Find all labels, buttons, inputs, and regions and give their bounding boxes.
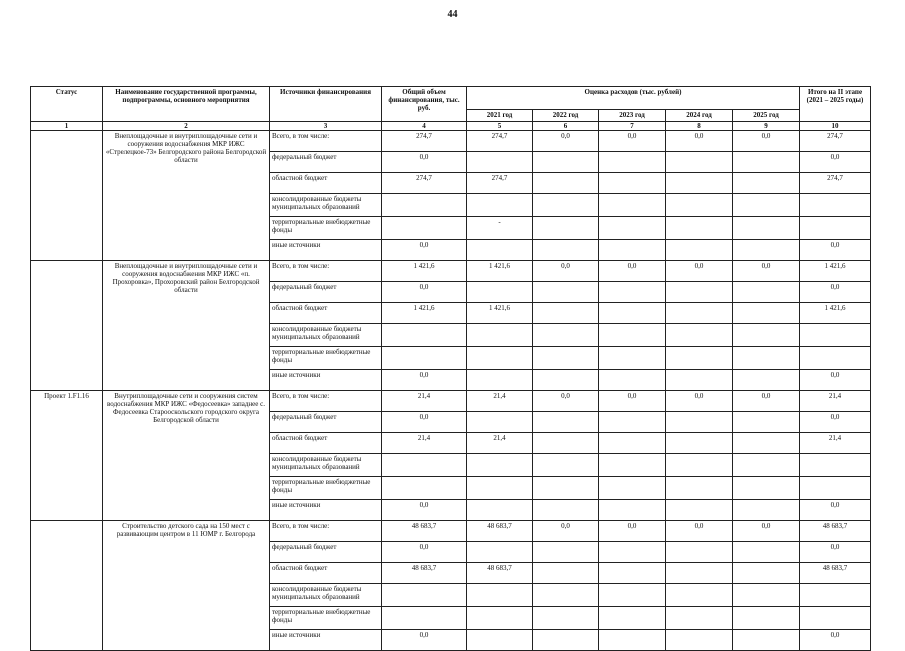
value-cell-y2025 xyxy=(733,347,800,370)
value-cell-y2021 xyxy=(467,412,533,433)
header-source: Источники финансирования xyxy=(270,87,382,122)
funding-source-cell: Всего, в том числе: xyxy=(270,131,382,152)
value-cell-y2025 xyxy=(733,282,800,303)
table-row xyxy=(31,521,871,542)
value-cell-y2024 xyxy=(666,370,733,391)
funding-source-cell: иные источники xyxy=(270,630,382,651)
value-cell-y2025: 0,0 xyxy=(733,131,800,152)
value-cell-stage: 0,0 xyxy=(800,542,871,563)
value-cell-y2023 xyxy=(599,433,666,454)
status-cell xyxy=(31,521,103,651)
funding-source-cell: областной бюджет xyxy=(270,303,382,324)
value-cell-y2022 xyxy=(533,282,599,303)
value-cell-y2021: 274,7 xyxy=(467,173,533,194)
funding-source-cell: консолидированные бюджеты муниципальных образований xyxy=(270,194,382,217)
funding-source-cell: федеральный бюджет xyxy=(270,542,382,563)
header-year: 2021 год xyxy=(467,110,533,122)
column-number: 7 xyxy=(599,122,666,131)
value-cell-stage: 0,0 xyxy=(800,240,871,261)
value-cell-y2023 xyxy=(599,630,666,651)
value-cell-stage: 21,4 xyxy=(800,433,871,454)
value-cell-y2024 xyxy=(666,173,733,194)
value-cell-total: 0,0 xyxy=(382,500,467,521)
column-number: 6 xyxy=(533,122,599,131)
value-cell-total xyxy=(382,607,467,630)
value-cell-total xyxy=(382,477,467,500)
value-cell-y2024 xyxy=(666,584,733,607)
column-number: 2 xyxy=(103,122,270,131)
value-cell-y2023 xyxy=(599,454,666,477)
value-cell-y2021 xyxy=(467,347,533,370)
value-cell-y2022 xyxy=(533,152,599,173)
value-cell-stage: 1 421,6 xyxy=(800,303,871,324)
value-cell-total: 274,7 xyxy=(382,131,467,152)
value-cell-total: 21,4 xyxy=(382,433,467,454)
value-cell-y2023 xyxy=(599,347,666,370)
value-cell-stage: 48 683,7 xyxy=(800,563,871,584)
value-cell-y2025 xyxy=(733,454,800,477)
value-cell-y2025 xyxy=(733,500,800,521)
value-cell-y2022 xyxy=(533,217,599,240)
value-cell-y2025 xyxy=(733,433,800,454)
value-cell-y2021 xyxy=(467,477,533,500)
value-cell-y2024 xyxy=(666,477,733,500)
value-cell-y2024 xyxy=(666,217,733,240)
funding-source-cell: консолидированные бюджеты муниципальных образований xyxy=(270,584,382,607)
value-cell-y2023 xyxy=(599,500,666,521)
column-number: 9 xyxy=(733,122,800,131)
value-cell-y2023 xyxy=(599,194,666,217)
value-cell-y2022 xyxy=(533,630,599,651)
value-cell-y2024 xyxy=(666,152,733,173)
value-cell-y2023 xyxy=(599,324,666,347)
header-year: 2024 год xyxy=(666,110,733,122)
value-cell-total: 0,0 xyxy=(382,412,467,433)
value-cell-y2023 xyxy=(599,370,666,391)
value-cell-y2025 xyxy=(733,607,800,630)
value-cell-total: 1 421,6 xyxy=(382,261,467,282)
value-cell-y2022 xyxy=(533,454,599,477)
value-cell-y2023: 0,0 xyxy=(599,261,666,282)
value-cell-stage: 0,0 xyxy=(800,282,871,303)
funding-source-cell: консолидированные бюджеты муниципальных образований xyxy=(270,454,382,477)
column-number: 10 xyxy=(800,122,871,131)
column-number: 8 xyxy=(666,122,733,131)
value-cell-y2024 xyxy=(666,194,733,217)
value-cell-stage: 0,0 xyxy=(800,630,871,651)
value-cell-y2025 xyxy=(733,542,800,563)
column-number: 1 xyxy=(31,122,103,131)
value-cell-y2024: 0,0 xyxy=(666,131,733,152)
status-cell xyxy=(31,261,103,391)
value-cell-y2025: 0,0 xyxy=(733,261,800,282)
funding-source-cell: Всего, в том числе: xyxy=(270,521,382,542)
value-cell-y2024 xyxy=(666,324,733,347)
value-cell-y2022 xyxy=(533,584,599,607)
value-cell-y2024 xyxy=(666,500,733,521)
status-cell: Проект 1.F1.16 xyxy=(31,391,103,521)
value-cell-total xyxy=(382,584,467,607)
funding-source-cell: областной бюджет xyxy=(270,563,382,584)
table-body xyxy=(31,131,871,651)
table-row xyxy=(31,261,871,282)
value-cell-total: 21,4 xyxy=(382,391,467,412)
value-cell-y2024 xyxy=(666,630,733,651)
value-cell-total: 0,0 xyxy=(382,282,467,303)
value-cell-y2024 xyxy=(666,282,733,303)
value-cell-y2024 xyxy=(666,563,733,584)
value-cell-y2024 xyxy=(666,454,733,477)
value-cell-y2023 xyxy=(599,412,666,433)
funding-source-cell: иные источники xyxy=(270,240,382,261)
header-year: 2023 год xyxy=(599,110,666,122)
value-cell-total xyxy=(382,347,467,370)
value-cell-total: 0,0 xyxy=(382,152,467,173)
value-cell-stage xyxy=(800,347,871,370)
header-total: Общий объем финансирования, тыс. руб. xyxy=(382,87,467,122)
value-cell-y2022: 0,0 xyxy=(533,521,599,542)
value-cell-total: 48 683,7 xyxy=(382,563,467,584)
value-cell-stage: 21,4 xyxy=(800,391,871,412)
value-cell-y2023: 0,0 xyxy=(599,391,666,412)
value-cell-y2023 xyxy=(599,542,666,563)
value-cell-y2022 xyxy=(533,173,599,194)
value-cell-y2025 xyxy=(733,194,800,217)
value-cell-y2024 xyxy=(666,303,733,324)
value-cell-y2023 xyxy=(599,173,666,194)
value-cell-total xyxy=(382,324,467,347)
value-cell-total: 274,7 xyxy=(382,173,467,194)
value-cell-y2021 xyxy=(467,152,533,173)
value-cell-stage: 0,0 xyxy=(800,500,871,521)
value-cell-stage: 1 421,6 xyxy=(800,261,871,282)
header-estimate: Оценка расходов (тыс. рублей) xyxy=(467,87,800,110)
header-year: 2022 год xyxy=(533,110,599,122)
header-name: Наименование государственной программы, подпрограммы, основного мероприятия xyxy=(103,87,270,122)
value-cell-y2025 xyxy=(733,630,800,651)
value-cell-y2021 xyxy=(467,454,533,477)
funding-source-cell: иные источники xyxy=(270,500,382,521)
header-stage-total: Итого на II этапе (2021 – 2025 годы) xyxy=(800,87,871,122)
value-cell-y2021 xyxy=(467,607,533,630)
value-cell-y2025: 0,0 xyxy=(733,521,800,542)
funding-source-cell: федеральный бюджет xyxy=(270,152,382,173)
value-cell-y2021 xyxy=(467,370,533,391)
value-cell-y2025 xyxy=(733,173,800,194)
value-cell-y2025 xyxy=(733,370,800,391)
value-cell-y2024 xyxy=(666,607,733,630)
value-cell-y2023 xyxy=(599,240,666,261)
funding-source-cell: территориальные внебюджетные фонды xyxy=(270,477,382,500)
funding-source-cell: территориальные внебюджетные фонды xyxy=(270,347,382,370)
value-cell-stage xyxy=(800,477,871,500)
value-cell-y2021: 48 683,7 xyxy=(467,563,533,584)
value-cell-total xyxy=(382,194,467,217)
value-cell-y2023 xyxy=(599,563,666,584)
value-cell-stage xyxy=(800,194,871,217)
value-cell-y2021 xyxy=(467,542,533,563)
program-name-cell: Внутриплощадочные сети и сооружения систем водоснабжения МКР ИЖС «Федосеевка» западнее с. Федосеевка Старооскольского городского округа Белгородской области xyxy=(103,391,270,521)
funding-source-cell: консолидированные бюджеты муниципальных образований xyxy=(270,324,382,347)
value-cell-y2022: 0,0 xyxy=(533,391,599,412)
value-cell-y2022 xyxy=(533,412,599,433)
value-cell-stage xyxy=(800,584,871,607)
funding-source-cell: территориальные внебюджетные фонды xyxy=(270,217,382,240)
value-cell-y2025 xyxy=(733,412,800,433)
value-cell-y2025 xyxy=(733,303,800,324)
value-cell-stage xyxy=(800,454,871,477)
value-cell-y2024 xyxy=(666,347,733,370)
value-cell-y2022 xyxy=(533,347,599,370)
program-name-cell: Внеплощадочные и внутриплощадочные сети и сооружения водоснабжения МКР ИЖС «Стрелецкое-73» Белгородского района Белгородской области xyxy=(103,131,270,261)
funding-source-cell: областной бюджет xyxy=(270,173,382,194)
value-cell-y2021 xyxy=(467,240,533,261)
value-cell-stage xyxy=(800,217,871,240)
value-cell-stage xyxy=(800,324,871,347)
value-cell-y2022 xyxy=(533,607,599,630)
value-cell-y2022 xyxy=(533,370,599,391)
value-cell-y2022 xyxy=(533,500,599,521)
value-cell-y2023 xyxy=(599,584,666,607)
value-cell-y2025 xyxy=(733,584,800,607)
value-cell-total: 48 683,7 xyxy=(382,521,467,542)
value-cell-y2024: 0,0 xyxy=(666,521,733,542)
value-cell-total: 0,0 xyxy=(382,542,467,563)
value-cell-y2021 xyxy=(467,324,533,347)
value-cell-y2023 xyxy=(599,607,666,630)
value-cell-y2024 xyxy=(666,240,733,261)
value-cell-stage: 274,7 xyxy=(800,173,871,194)
value-cell-y2022: 0,0 xyxy=(533,131,599,152)
value-cell-stage: 274,7 xyxy=(800,131,871,152)
value-cell-y2024: 0,0 xyxy=(666,261,733,282)
funding-source-cell: иные источники xyxy=(270,370,382,391)
value-cell-total: 1 421,6 xyxy=(382,303,467,324)
funding-source-cell: федеральный бюджет xyxy=(270,412,382,433)
value-cell-y2023 xyxy=(599,303,666,324)
column-number-row xyxy=(31,122,871,131)
value-cell-stage: 0,0 xyxy=(800,412,871,433)
status-cell xyxy=(31,131,103,261)
value-cell-y2022 xyxy=(533,324,599,347)
value-cell-y2025: 0,0 xyxy=(733,391,800,412)
value-cell-y2022 xyxy=(533,563,599,584)
header-status: Статус xyxy=(31,87,103,122)
value-cell-y2021: 21,4 xyxy=(467,391,533,412)
table-row xyxy=(31,391,871,412)
value-cell-y2025 xyxy=(733,563,800,584)
value-cell-y2022 xyxy=(533,303,599,324)
value-cell-y2021 xyxy=(467,584,533,607)
value-cell-total xyxy=(382,217,467,240)
value-cell-y2021: 48 683,7 xyxy=(467,521,533,542)
value-cell-y2021 xyxy=(467,500,533,521)
program-name-cell: Строительство детского сада на 150 мест с развивающим центром в 11 ЮМР г. Белгорода xyxy=(103,521,270,651)
value-cell-stage xyxy=(800,607,871,630)
column-number: 4 xyxy=(382,122,467,131)
value-cell-y2021 xyxy=(467,282,533,303)
value-cell-y2021: - xyxy=(467,217,533,240)
column-number: 3 xyxy=(270,122,382,131)
value-cell-y2022: 0,0 xyxy=(533,261,599,282)
value-cell-y2021: 274,7 xyxy=(467,131,533,152)
value-cell-total: 0,0 xyxy=(382,630,467,651)
header-year: 2025 год xyxy=(733,110,800,122)
value-cell-y2023: 0,0 xyxy=(599,521,666,542)
value-cell-y2025 xyxy=(733,217,800,240)
value-cell-y2022 xyxy=(533,194,599,217)
value-cell-y2021 xyxy=(467,194,533,217)
value-cell-total xyxy=(382,454,467,477)
table-row xyxy=(31,131,871,152)
value-cell-y2022 xyxy=(533,542,599,563)
value-cell-stage: 0,0 xyxy=(800,152,871,173)
header-row xyxy=(31,87,871,110)
value-cell-y2023 xyxy=(599,152,666,173)
value-cell-y2024 xyxy=(666,433,733,454)
value-cell-y2022 xyxy=(533,477,599,500)
value-cell-total: 0,0 xyxy=(382,370,467,391)
program-name-cell: Внеплощадочные и внутриплощадочные сети и сооружения водоснабжения МКР ИЖС «п. Прохоровка», Прохоровский район Белгородской области xyxy=(103,261,270,391)
value-cell-y2024 xyxy=(666,542,733,563)
page-number: 44 xyxy=(447,9,458,20)
value-cell-y2022 xyxy=(533,240,599,261)
value-cell-y2025 xyxy=(733,477,800,500)
funding-source-cell: Всего, в том числе: xyxy=(270,391,382,412)
value-cell-stage: 48 683,7 xyxy=(800,521,871,542)
value-cell-total: 0,0 xyxy=(382,240,467,261)
value-cell-y2024 xyxy=(666,412,733,433)
value-cell-stage: 0,0 xyxy=(800,370,871,391)
value-cell-y2023: 0,0 xyxy=(599,131,666,152)
funding-source-cell: территориальные внебюджетные фонды xyxy=(270,607,382,630)
column-number: 5 xyxy=(467,122,533,131)
value-cell-y2025 xyxy=(733,152,800,173)
funding-source-cell: федеральный бюджет xyxy=(270,282,382,303)
funding-source-cell: областной бюджет xyxy=(270,433,382,454)
value-cell-y2022 xyxy=(533,433,599,454)
value-cell-y2023 xyxy=(599,282,666,303)
value-cell-y2021: 21,4 xyxy=(467,433,533,454)
funding-source-cell: Всего, в том числе: xyxy=(270,261,382,282)
value-cell-y2021: 1 421,6 xyxy=(467,303,533,324)
value-cell-y2023 xyxy=(599,477,666,500)
budget-table xyxy=(30,86,871,651)
value-cell-y2025 xyxy=(733,324,800,347)
value-cell-y2021 xyxy=(467,630,533,651)
value-cell-y2024: 0,0 xyxy=(666,391,733,412)
value-cell-y2025 xyxy=(733,240,800,261)
value-cell-y2021: 1 421,6 xyxy=(467,261,533,282)
value-cell-y2023 xyxy=(599,217,666,240)
